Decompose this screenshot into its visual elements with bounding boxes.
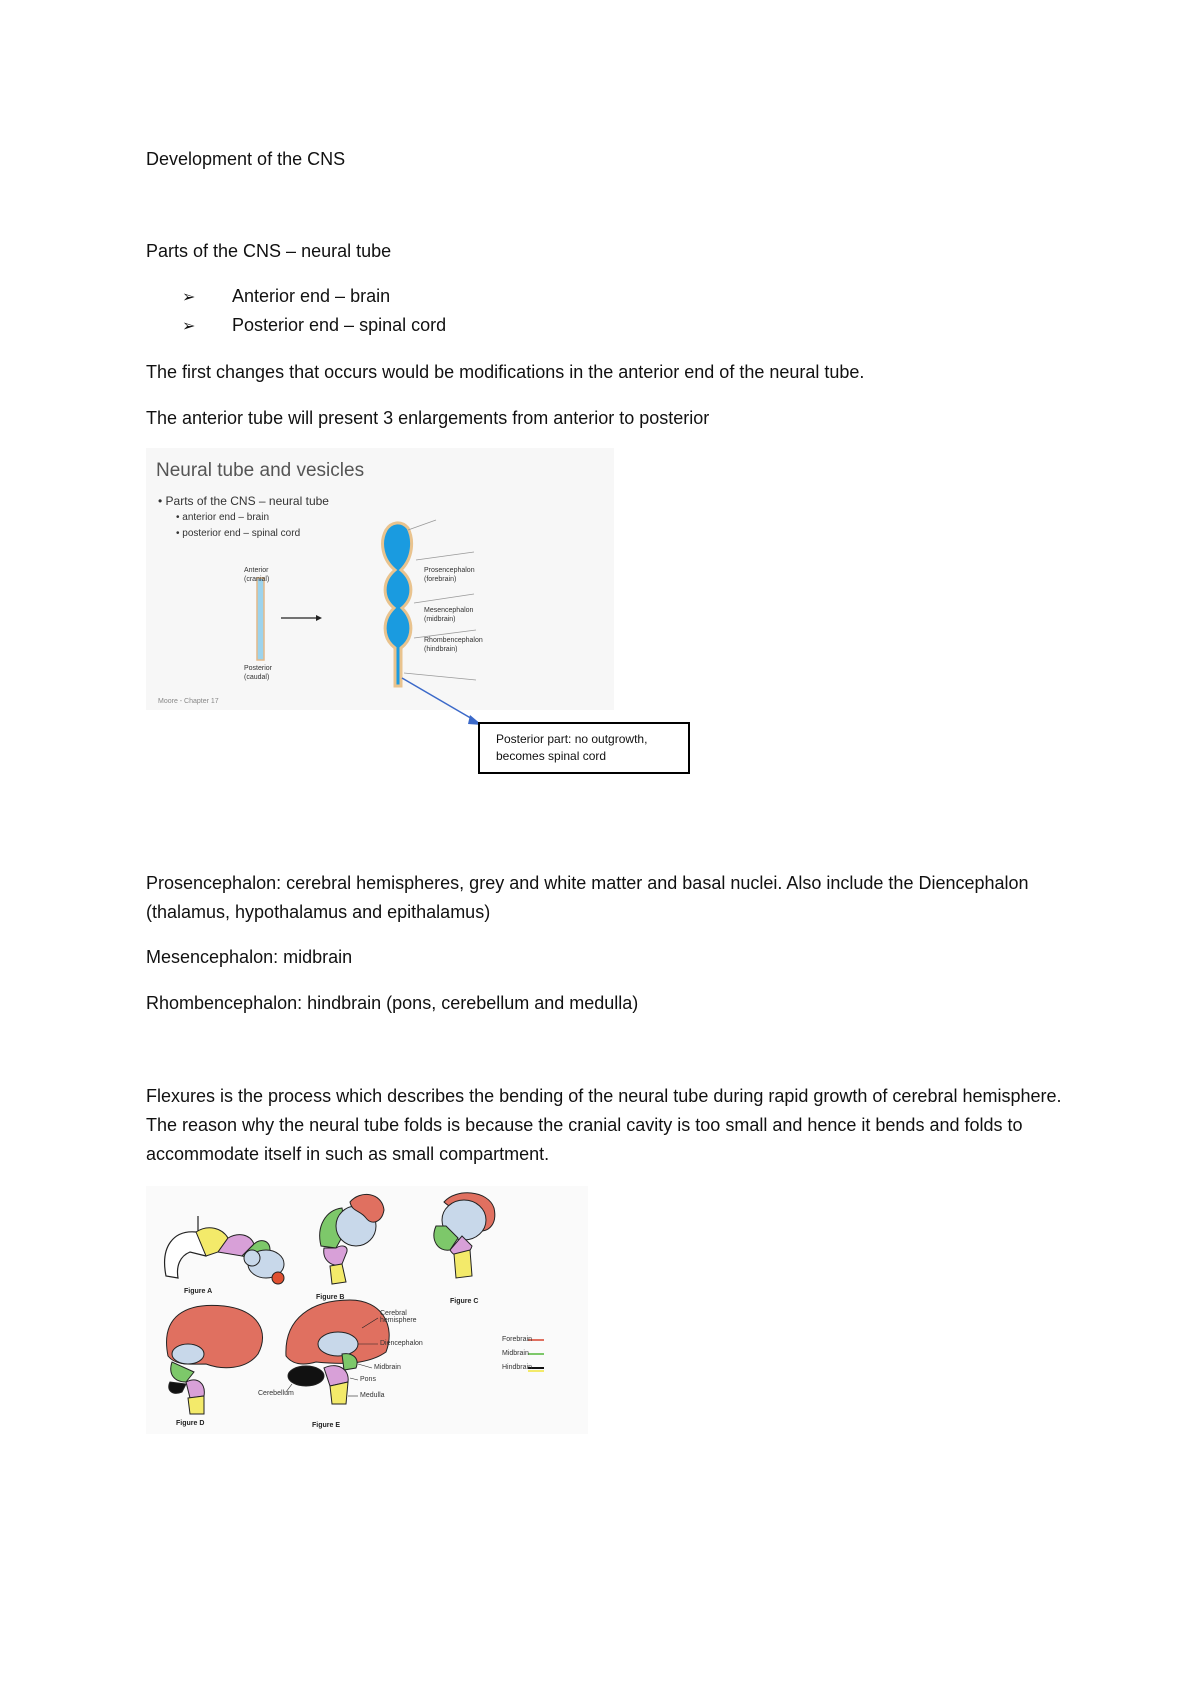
paragraph: The anterior tube will present 3 enlargements from anterior to posterior xyxy=(146,408,710,428)
label-mesencephalon: Mesencephalon (midbrain) xyxy=(424,607,474,623)
callout-arrow xyxy=(390,670,500,730)
figure-citation: Moore - Chapter 17 xyxy=(158,698,219,705)
straight-tube xyxy=(257,578,264,660)
leader-line xyxy=(358,1364,372,1368)
definition-prosencephalon: Prosencephalon: cerebral hemispheres, grey and white matter and basal nuclei. Also include the Diencephalon (thalamus, hypothalamus and epithalamus) xyxy=(146,873,1029,922)
neural-tube-figure xyxy=(146,448,614,710)
leader-line xyxy=(350,1378,358,1380)
legend-forebrain: Forebrain xyxy=(502,1336,532,1343)
figure-c-drawing xyxy=(434,1193,495,1278)
figure-bullet: • anterior end – brain xyxy=(176,512,270,523)
figure-a-drawing xyxy=(165,1216,284,1284)
figure-d-drawing xyxy=(167,1305,263,1414)
label-cerebellum: Cerebellum xyxy=(258,1390,294,1397)
label-rhombencephalon: Rhombencephalon (hindbrain) xyxy=(424,637,483,653)
figure-d-label: Figure D xyxy=(176,1420,205,1427)
cerebellum-segment xyxy=(169,1382,186,1393)
arrow-bullet-icon: ➢ xyxy=(182,318,196,335)
hindbrain-segment xyxy=(186,1380,204,1398)
arrow-bullet-icon: ➢ xyxy=(182,289,196,306)
diencephalon-segment xyxy=(244,1250,260,1266)
legend-hindbrain: Hindbrain xyxy=(502,1364,532,1371)
brain-flexure-figure xyxy=(146,1186,588,1434)
label-posterior: Posterior (caudal) xyxy=(244,665,273,681)
label-prosencephalon: Prosencephalon (forebrain) xyxy=(424,567,475,583)
label-medulla: Medulla xyxy=(360,1392,385,1399)
paragraph: The first changes that occurs would be modifications in the anterior end of the neural tube. xyxy=(146,362,865,382)
callout-arrow-line xyxy=(402,678,474,720)
medulla-segment xyxy=(330,1382,348,1404)
neural-tube-diagram xyxy=(146,448,614,710)
medulla-segment xyxy=(454,1250,472,1278)
label-anterior: Anterior (cranial) xyxy=(244,567,270,583)
figure-title: Neural tube and vesicles xyxy=(156,460,365,481)
cerebellum-segment xyxy=(288,1366,324,1386)
bullet-item xyxy=(182,312,446,340)
bullet-text: Posterior end – spinal cord xyxy=(232,315,447,335)
label-cerebral-hemisphere: Cerebral hemisphere xyxy=(380,1310,417,1324)
label-diencephalon: Diencephalon xyxy=(380,1340,423,1347)
figure-bullet: • Parts of the CNS – neural tube xyxy=(158,494,329,508)
section-heading: Parts of the CNS – neural tube xyxy=(146,241,392,261)
diencephalon-segment xyxy=(172,1344,204,1364)
figure-e-label: Figure E xyxy=(312,1422,341,1429)
bullet-item xyxy=(182,283,390,311)
figure-a-label: Figure A xyxy=(184,1288,213,1295)
leader-line xyxy=(416,552,474,560)
hindbrain-segment xyxy=(324,1246,347,1265)
figure-b-label: Figure B xyxy=(316,1294,345,1301)
figure-b-drawing xyxy=(320,1194,384,1284)
legend-midbrain: Midbrain xyxy=(502,1350,529,1357)
forebrain-bud xyxy=(272,1272,284,1284)
medulla-segment xyxy=(330,1264,346,1284)
flexures-paragraph: Flexures is the process which describes the bending of the neural tube during rapid growth of cerebral hemisphere. The reason why the neural tube folds is because the cranial cavity is too small and hence it bends and folds to accommodate itself in such as small compartment. xyxy=(146,1086,1062,1164)
diencephalon-segment xyxy=(318,1332,358,1356)
leader-line xyxy=(408,520,436,530)
figure-e-drawing xyxy=(286,1300,389,1404)
arrow-head-icon xyxy=(316,615,322,621)
definition-rhombencephalon: Rhombencephalon: hindbrain (pons, cerebellum and medulla) xyxy=(146,993,639,1013)
figure-bullet: • posterior end – spinal cord xyxy=(176,528,301,539)
callout-box xyxy=(478,722,690,774)
figure-c-label: Figure C xyxy=(450,1298,479,1305)
midbrain-segment xyxy=(171,1362,194,1382)
label-midbrain: Midbrain xyxy=(374,1364,401,1371)
callout-text: Posterior part: no outgrowth, becomes spinal cord xyxy=(496,732,648,763)
leader-line xyxy=(414,594,474,603)
page-title: Development of the CNS xyxy=(146,149,346,169)
label-pons: Pons xyxy=(360,1376,376,1383)
definition-mesencephalon: Mesencephalon: midbrain xyxy=(146,947,353,967)
medulla-segment xyxy=(188,1396,204,1414)
bullet-text: Anterior end – brain xyxy=(232,286,391,306)
vesicle-tube xyxy=(383,523,412,686)
